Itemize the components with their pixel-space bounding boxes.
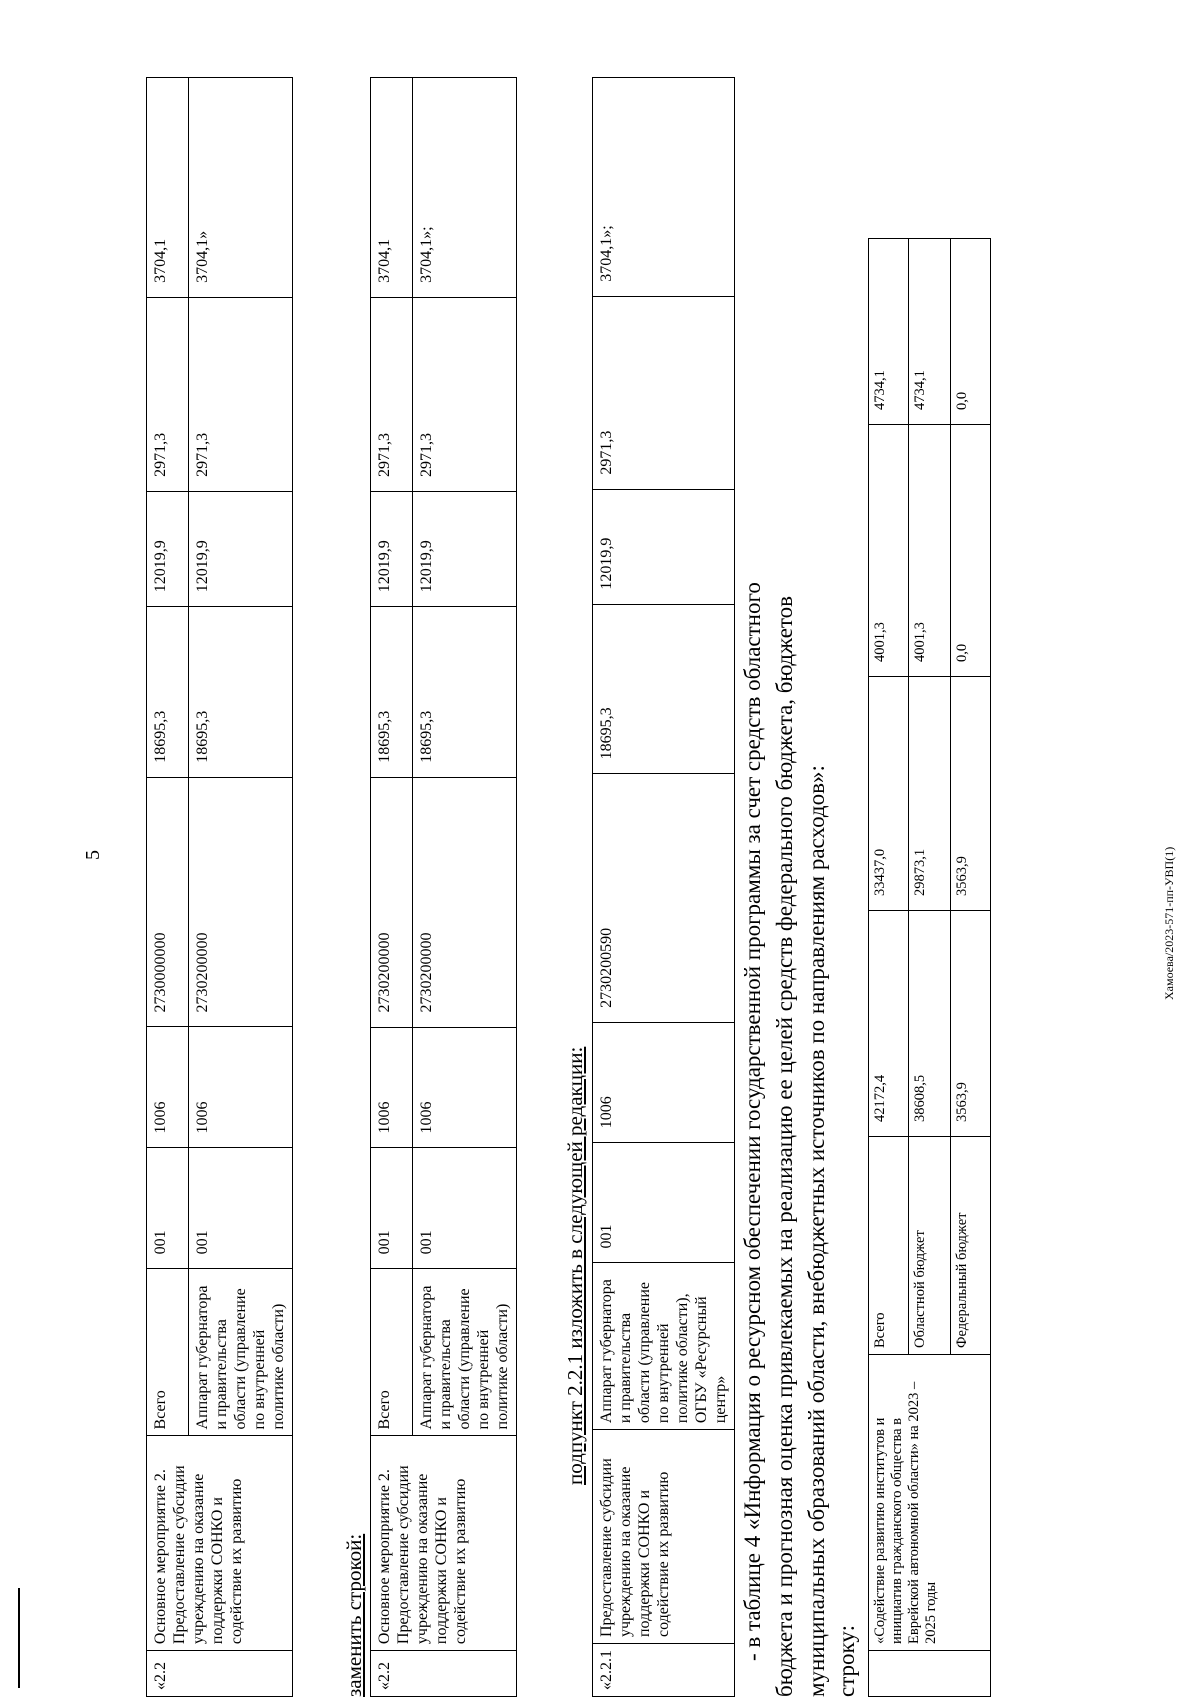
cell-rzpr: 1006 [189,1027,293,1148]
cell-csr: 2730200000 [371,777,413,1027]
cell-total: 42172,4 [869,911,909,1137]
cell-y2023: 12019,9 [371,491,413,606]
cell-y2023: 12019,9 [413,491,517,606]
table-original-block [146,77,293,1697]
cell-y2023: 33437,0 [869,677,909,911]
paragraph-line-2: бюджета и прогнозная оценка привлекаемых на реализацию ее целей средств федерального бюджета, бюджетов [772,595,797,1697]
page-number: 5 [82,850,104,860]
table-row [869,239,909,1697]
cell-executor: Всего [371,1269,413,1436]
cell-y2025: 3704,1 [371,78,413,298]
cell-number: «2.2 [147,1651,293,1697]
cell-y2023: 12019,9 [593,489,735,604]
cell-y2024: 2971,3 [189,297,293,491]
cell-y2024: 2971,3 [413,297,517,491]
cell-grbs: 001 [371,1148,413,1269]
cell-total: 3563,9 [951,911,991,1137]
cell-number: «2.2 [371,1651,517,1697]
cell-executor: Аппарат губернатора и правительства области (управление по внутренней политике области) [189,1269,293,1436]
cell-y2025: 4734,1 [869,239,909,425]
cell-activity: Основное мероприятие 2. Предоставление субсидии учреждению на оказание поддержки СОНКО и содействие их развитию [371,1436,517,1651]
cell-activity: Основное мероприятие 2. Предоставление субсидии учреждению на оказание поддержки СОНКО и содействие их развитию [147,1436,293,1651]
cell-csr: 2730000000 [147,777,189,1027]
cell-rzpr: 1006 [371,1027,413,1148]
cell-source: Областной бюджет [909,1137,951,1355]
cell-empty [869,1651,991,1697]
cell-grbs: 001 [147,1148,189,1269]
replace-label: заменить строкой: [342,1533,366,1697]
cell-y2023: 3563,9 [951,677,991,911]
table-row [593,78,735,1697]
cell-y2024: 4001,3 [909,425,951,677]
cell-total: 18695,3 [413,607,517,778]
cell-y2023: 12019,9 [189,491,293,606]
cell-rzpr: 1006 [413,1027,517,1148]
cell-y2025: 3704,1»; [413,78,517,298]
cell-y2024: 2971,3 [593,296,735,489]
cell-y2023: 12019,9 [147,491,189,606]
cell-rzpr: 1006 [593,1022,735,1142]
cell-grbs: 001 [413,1148,517,1269]
cell-total: 18695,3 [593,604,735,774]
cell-total: 18695,3 [371,607,413,778]
cell-total: 18695,3 [189,607,293,778]
cell-number: «2.2.1 [593,1644,735,1697]
cell-csr: 2730200590 [593,774,735,1023]
table-replacement-block [370,77,517,1697]
cell-executor: Аппарат губернатора и правительства области (управление по внутренней политике области) [413,1269,517,1436]
table-bottom-block [868,238,991,1697]
table-row [147,78,189,1697]
cell-grbs: 001 [189,1148,293,1269]
cell-y2025: 4734,1 [909,239,951,425]
table-row [371,78,413,1697]
cell-y2024: 2971,3 [147,297,189,491]
cell-y2025: 3704,1» [189,78,293,298]
paragraph-line-3: муниципальных образований области, внебюджетных источников по направлениям расходов»: [804,765,829,1697]
cell-y2025: 0,0 [951,239,991,425]
table-replacement [370,77,517,1697]
cell-csr: 2730200000 [189,777,293,1027]
cell-y2024: 2971,3 [371,297,413,491]
footer-code: Хамоева/2023-571-пп-УВП(1) [1162,846,1176,1000]
cell-total: 18695,3 [147,607,189,778]
cell-executor: Всего [147,1269,189,1436]
table-subpoint [592,77,735,1697]
cell-executor: Аппарат губернатора и правительства области (управление по внутренней политике области), ОГБУ «Ресурсный центр» [593,1263,735,1430]
cell-rzpr: 1006 [147,1027,189,1148]
cell-csr: 2730200000 [413,777,517,1027]
cell-y2025: 3704,1 [147,78,189,298]
cell-y2024: 0,0 [951,425,991,677]
cell-y2025: 3704,1»; [593,78,735,297]
rotated-content [0,77,1200,1697]
table-original [146,77,293,1697]
cell-program-name: «Содействие развитию институтов и инициатив гражданского общества в Еврейской автономной области» на 2023 – 2025 годы [869,1355,991,1651]
subpoint-label: подпункт 2.2.1 изложить в следующей редакции: [563,1046,587,1485]
cell-source: Федеральный бюджет [951,1137,991,1355]
cell-y2024: 4001,3 [869,425,909,677]
paragraph-line-1: - в таблице 4 «Информация о ресурсном обеспечении государственной программы за счет средств областного [740,582,765,1661]
cell-source: Всего [869,1137,909,1355]
row-label: строку: [834,1625,859,1697]
cell-total: 38608,5 [909,911,951,1137]
cell-grbs: 001 [593,1143,735,1263]
cell-activity: Предоставление субсидии учреждению на оказание поддержки СОНКО и содействие их развитию [593,1430,735,1644]
table-resources [868,238,991,1697]
cell-y2023: 29873,1 [909,677,951,911]
table-subpoint-block [592,77,735,1697]
